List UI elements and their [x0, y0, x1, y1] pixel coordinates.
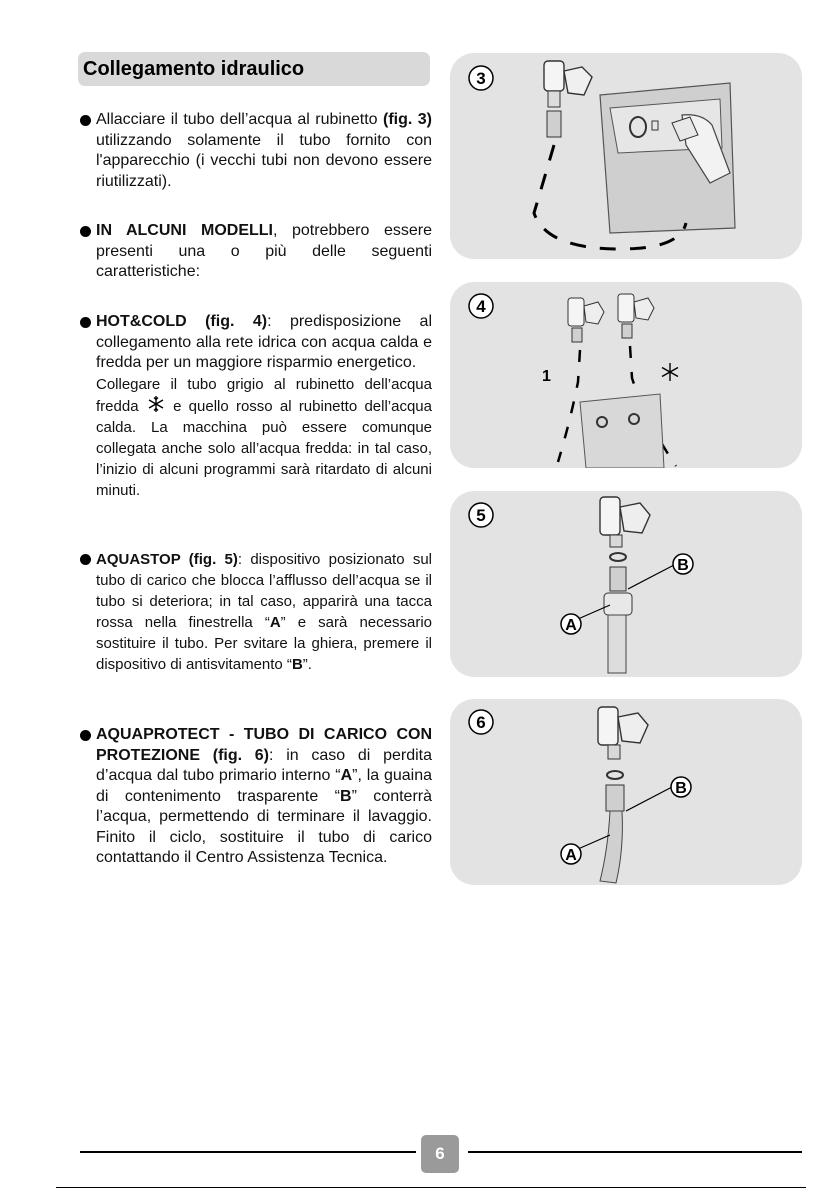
- hot-cold-heading: HOT&COLD (fig. 4): [96, 313, 268, 330]
- footer-divider-left: [80, 1151, 416, 1153]
- snowflake-icon: [146, 395, 166, 413]
- figure-number: 4: [476, 297, 486, 316]
- label-b-reference: B: [291, 656, 303, 673]
- section-title: Collegamento idraulico: [83, 58, 305, 80]
- bottom-rule: [56, 1187, 806, 1188]
- paragraph-text: : in caso di perdita d’acqua dal tubo primario interno “: [96, 746, 432, 784]
- figure-3-panel: [450, 53, 802, 259]
- figure-reference: (fig. 3): [383, 111, 432, 128]
- figure-number: 6: [476, 713, 486, 732]
- models-heading: IN ALCUNI MODELLI: [96, 222, 273, 239]
- paragraph-text: utilizzando solamente il tubo fornito con l'apparecchio (i vecchi tubi non devono essere riutilizzati).: [96, 131, 432, 190]
- aquastop-heading: AQUASTOP (fig. 5): [96, 551, 238, 568]
- faucet-connection-illustration: [450, 53, 802, 259]
- paragraph-text: Collegare il tubo grigio al rubinetto dell’acqua fredda: [96, 375, 432, 415]
- bullet-icon: [80, 226, 91, 237]
- label-a: A: [565, 847, 577, 864]
- aquaprotect-heading: AQUAPROTECT - TUBO DI CARICO CON PROTEZIONE (fig. 6): [96, 726, 432, 764]
- paragraph-text: : predisposizione al collegamento alla rete idrica con acqua calda e fredda per un maggiore risparmio energetico.: [96, 313, 432, 371]
- instruction-paragraph-hot-cold: [80, 312, 432, 501]
- hot-cold-connection-illustration: [450, 282, 802, 468]
- label-a: A: [565, 617, 577, 634]
- paragraph-text: ”.: [302, 656, 312, 673]
- paragraph-text: e quello rosso al rubinetto dell’acqua calda. La macchina può essere comunque collegata anche solo all’acqua fredda: in tal caso, l’inizio di alcuni programmi sarà ritardato di alcuni minuti.: [96, 397, 432, 499]
- bullet-icon: [80, 115, 91, 126]
- instruction-paragraph-aquastop: [80, 549, 432, 675]
- label-b-reference: B: [340, 787, 352, 805]
- bullet-icon: [80, 730, 91, 741]
- bullet-icon: [80, 317, 91, 328]
- footer-divider-right: [468, 1151, 802, 1153]
- instruction-paragraph-connect: [80, 110, 432, 192]
- label-1: 1: [542, 368, 551, 385]
- paragraph-text: : dispositivo posizionato sul tubo di carico che blocca l’afflusso dell’acqua se il tubo si deteriora; in tal caso, apparirà una tacca rossa nella finestrella “: [96, 551, 433, 631]
- page-number: 6: [421, 1135, 459, 1173]
- instruction-paragraph-models: [80, 221, 432, 283]
- label-a-reference: A: [269, 614, 281, 631]
- instruction-paragraph-aquaprotect: [80, 725, 432, 869]
- label-b: B: [675, 780, 687, 797]
- figure-4-panel: [450, 282, 802, 468]
- label-a-reference: A: [340, 767, 353, 784]
- aquastop-illustration: [450, 491, 802, 677]
- snowflake-icon: [662, 363, 678, 381]
- figure-number: 3: [476, 69, 486, 88]
- paragraph-text: ”, la guaina di contenimento trasparente “: [96, 767, 432, 805]
- section-heading: [78, 52, 430, 86]
- paragraph-text: Allacciare il tubo dell’acqua al rubinetto: [96, 111, 384, 128]
- paragraph-text: ” conterrà l’acqua, permettendo di terminare il lavaggio. Finito il ciclo, sostituire il tubo di carico contattando il Centro Assistenza Tecnica.: [96, 787, 432, 866]
- aquaprotect-illustration: [450, 699, 802, 885]
- paragraph-text: ” e sarà necessario sostituire il tubo. Per svitare la ghiera, premere il dispositivo di antisvitamento “: [96, 614, 432, 673]
- figure-5-panel: [450, 491, 802, 677]
- label-b: B: [677, 557, 689, 574]
- figure-number: 5: [476, 506, 486, 525]
- bullet-icon: [80, 554, 91, 565]
- figure-6-panel: [450, 699, 802, 885]
- paragraph-text: , potrebbero essere presenti una o più delle seguenti caratteristiche:: [96, 222, 432, 280]
